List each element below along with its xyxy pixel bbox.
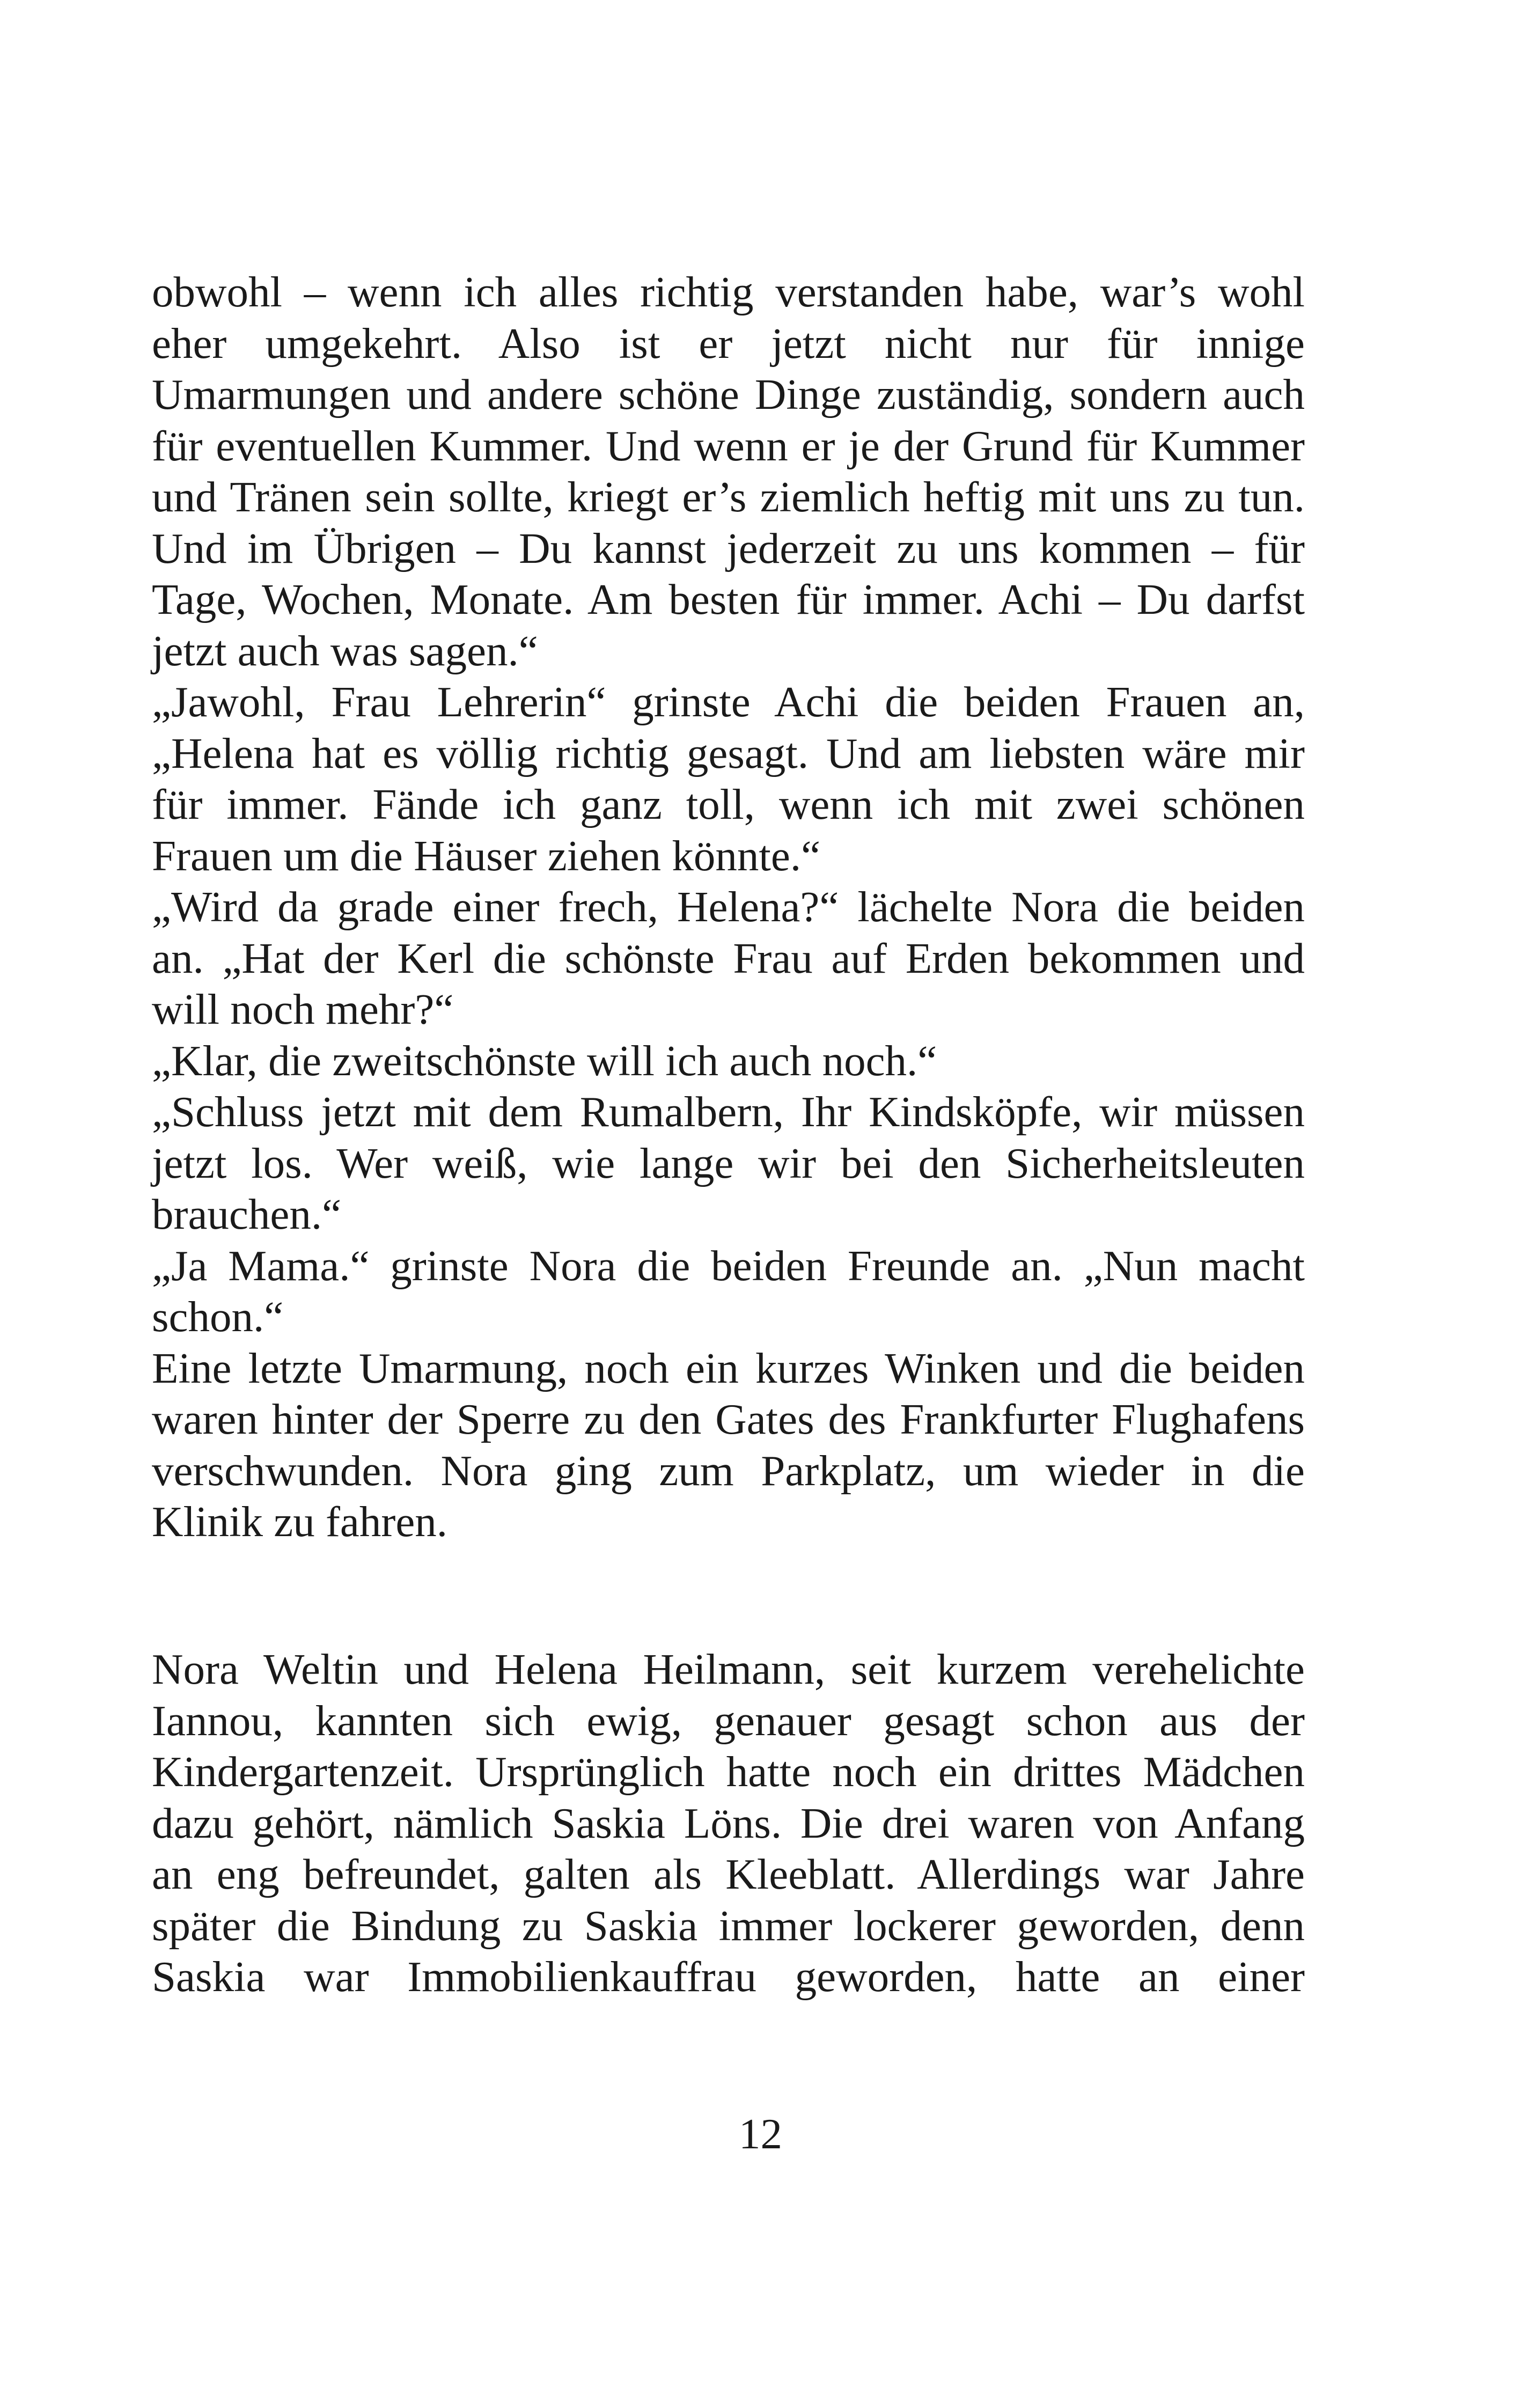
text-line: jetzt los. Wer weiß, wie lange wir bei den Sicherheitsleuten — [152, 1139, 1305, 1187]
text-line: Und im Übrigen – Du kannst jederzeit zu uns kommen – für — [152, 524, 1305, 572]
text-line: dazu gehört, nämlich Saskia Löns. Die drei waren von Anfang — [152, 1798, 1305, 1847]
text-line: für eventuellen Kummer. Und wenn er je der Grund für Kummer — [152, 421, 1305, 470]
paragraph — [152, 1343, 1305, 1548]
text-line: schon.“ — [152, 1293, 284, 1341]
paragraph — [152, 1036, 1305, 1087]
text-line: waren hinter der Sperre zu den Gates des Frankfurter Flughafens — [152, 1395, 1305, 1443]
text-line: „Schluss jetzt mit dem Rumalbern, Ihr Kindsköpfe, wir müssen — [152, 1088, 1305, 1136]
text-line: jetzt auch was sagen.“ — [152, 626, 538, 675]
text-line: „Jawohl, Frau Lehrerin“ grinste Achi die beiden Frauen an, — [152, 678, 1305, 726]
text-line: an. „Hat der Kerl die schönste Frau auf Erden bekommen und — [152, 934, 1305, 982]
text-line: eher umgekehrt. Also ist er jetzt nicht nur für innige — [152, 319, 1305, 368]
text-line: brauchen.“ — [152, 1190, 342, 1238]
text-section-dialogue — [152, 267, 1305, 1548]
text-section-narrative — [152, 1644, 1305, 2003]
paragraph — [152, 882, 1305, 1036]
text-line: verschwunden. Nora ging zum Parkplatz, um wieder in die — [152, 1446, 1305, 1495]
paragraph — [152, 1240, 1305, 1343]
text-line: „Klar, die zweitschönste will ich auch noch.“ — [152, 1036, 937, 1085]
text-line: „Wird da grade einer frech, Helena?“ lächelte Nora die beiden — [152, 883, 1305, 931]
paragraph — [152, 677, 1305, 882]
text-line: Tage, Wochen, Monate. Am besten für immer. Achi – Du darfst — [152, 575, 1305, 623]
text-line: Saskia war Immobilienkauffrau geworden, hatte an einer — [152, 1952, 1305, 2001]
page-number: 12 — [739, 2110, 782, 2158]
text-line: will noch mehr?“ — [152, 985, 454, 1033]
text-line: Eine letzte Umarmung, noch ein kurzes Winken und die beiden — [152, 1344, 1305, 1392]
paragraph — [152, 1644, 1305, 2003]
text-line: Klinik zu fahren. — [152, 1497, 448, 1546]
text-line: an eng befreundet, galten als Kleeblatt. Allerdings war Jahre — [152, 1850, 1305, 1898]
text-line: für immer. Fände ich ganz toll, wenn ich mit zwei schönen — [152, 780, 1305, 828]
text-line: später die Bindung zu Saskia immer lockerer geworden, denn — [152, 1901, 1305, 1950]
text-line: Umarmungen und andere schöne Dinge zuständig, sondern auch — [152, 370, 1305, 419]
text-line: „Helena hat es völlig richtig gesagt. Und am liebsten wäre mir — [152, 729, 1305, 777]
text-line: Iannou, kannten sich ewig, genauer gesagt schon aus der — [152, 1696, 1305, 1745]
text-line: Kindergartenzeit. Ursprünglich hatte noch ein drittes Mädchen — [152, 1748, 1305, 1796]
text-line: Frauen um die Häuser ziehen könnte.“ — [152, 831, 821, 880]
text-line: obwohl – wenn ich alles richtig verstanden habe, war’s wohl — [152, 268, 1305, 316]
text-line: und Tränen sein sollte, kriegt er’s ziemlich heftig mit uns zu tun. — [152, 473, 1305, 521]
text-line: Nora Weltin und Helena Heilmann, seit kurzem verehelichte — [152, 1645, 1305, 1693]
paragraph — [152, 1086, 1305, 1240]
paragraph — [152, 267, 1305, 677]
text-line: „Ja Mama.“ grinste Nora die beiden Freunde an. „Nun macht — [152, 1241, 1305, 1290]
